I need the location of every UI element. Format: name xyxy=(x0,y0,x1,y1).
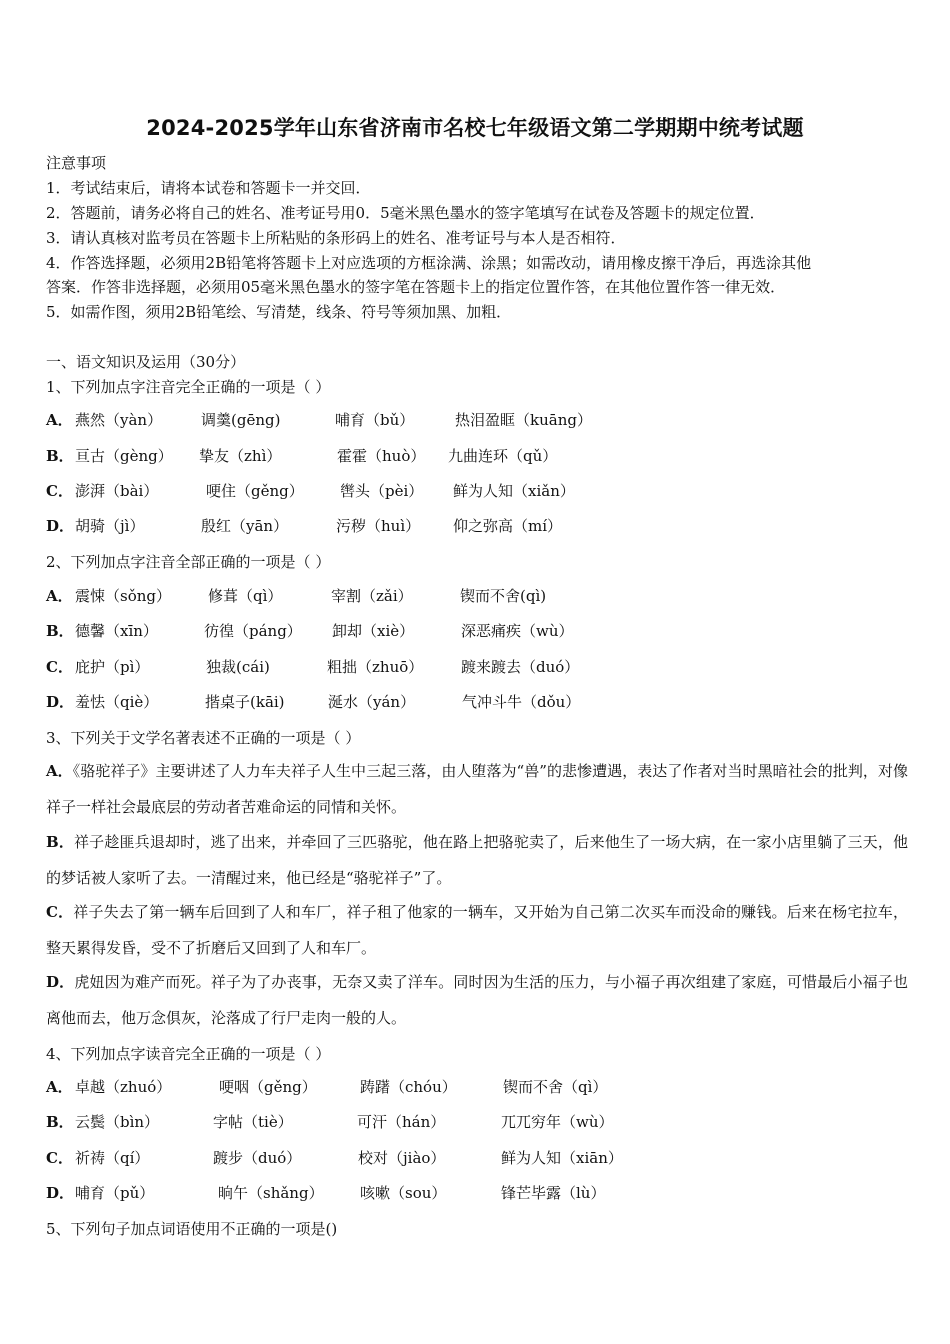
notice-item-4-line-1: 4．作答选择题，必须用2B铅笔将答题卡上对应选项的方框涂满、涂黑；如需改动，请用橡皮擦干净后，再选涂其他 xyxy=(46,254,812,272)
option-item: 深恶痛疾（wù） xyxy=(461,622,574,640)
option-letter: A． xyxy=(46,411,73,429)
option-item: 字帖（tiè） xyxy=(213,1113,293,1131)
option-item: 挚友（zhì） xyxy=(199,447,282,465)
section-heading: 一、语文知识及运用（30分） xyxy=(46,353,246,371)
option-item: 庇护（pì） xyxy=(75,658,150,676)
option-item: 校对（jiào） xyxy=(358,1149,446,1167)
q3-option-a xyxy=(46,753,908,825)
option-item: 锋芒毕露（lù） xyxy=(501,1184,606,1202)
question-3-stem: 3、下列关于文学名著表述不正确的一项是（ ） xyxy=(46,729,361,747)
option-letter: C． xyxy=(46,482,73,500)
option-item: 锲而不舍(qì) xyxy=(460,587,547,605)
notice-item-3: 3．请认真核对监考员在答题卡上所粘贴的条形码上的姓名、准考证号与本人是否相符． xyxy=(46,229,626,247)
option-item: 热泪盈眶（kuāng） xyxy=(455,411,592,429)
option-item: 澎湃（bài） xyxy=(75,482,159,500)
option-item: 鲜为人知（xiǎn） xyxy=(453,482,575,500)
question-4-stem: 4、下列加点字读音完全正确的一项是（ ） xyxy=(46,1045,331,1063)
q3-option-d xyxy=(46,964,908,1036)
option-item: 踱步（duó） xyxy=(213,1149,302,1167)
question-1-stem: 1、下列加点字注音完全正确的一项是（ ） xyxy=(46,378,331,396)
option-item: 卓越（zhuó） xyxy=(75,1078,172,1096)
option-item: 哽住（gěng） xyxy=(206,482,304,500)
option-item: 修葺（qì） xyxy=(208,587,283,605)
option-letter: D． xyxy=(46,973,75,991)
option-item: 辔头（pèi） xyxy=(340,482,424,500)
q3-option-c xyxy=(46,894,908,966)
option-letter: D． xyxy=(46,1184,75,1202)
page-title: 2024-2025学年山东省济南市名校七年级语文第二学期期中统考试题 xyxy=(146,116,804,140)
option-item: 调羹(gēng) xyxy=(201,411,281,429)
option-letter: A． xyxy=(46,762,73,780)
option-letter: B． xyxy=(46,622,74,640)
option-item: 霍霍（huò） xyxy=(337,447,426,465)
option-item: 羞怯（qiè） xyxy=(75,693,159,711)
option-letter: C． xyxy=(46,903,74,921)
notice-heading: 注意事项 xyxy=(46,154,107,172)
option-item: 鲜为人知（xiān） xyxy=(501,1149,623,1167)
option-item: 踌躇（chóu） xyxy=(360,1078,457,1096)
notice-item-4-line-2: 答案．作答非选择题，必须用05毫米黑色墨水的签字笔在答题卡上的指定位置作答，在其他位置作答一律无效． xyxy=(46,278,786,296)
option-item: 揩桌子(kāi) xyxy=(205,693,285,711)
question-5-stem: 5、下列句子加点词语使用不正确的一项是() xyxy=(46,1220,338,1238)
option-item: 燕然（yàn） xyxy=(75,411,163,429)
notice-item-2: 2．答题前，请务必将自己的姓名、准考证号用0．5毫米黑色墨水的签字笔填写在试卷及答题卡的规定位置． xyxy=(46,204,765,222)
option-item: 咳嗽（sou） xyxy=(360,1184,447,1202)
option-item: 哽咽（gěng） xyxy=(219,1078,317,1096)
option-item: 晌午（shǎng） xyxy=(218,1184,324,1202)
option-text: 虎妞因为难产而死。祥子为了办丧事，无奈又卖了洋车。同时因为生活的压力，与小福子再次组建了家庭，可惜最后小福子也离他而去，他万念俱灰，沦落成了行尸走肉一般的人。 xyxy=(46,973,908,1027)
option-item: 胡骑（jì） xyxy=(75,517,145,535)
notice-item-1: 1．考试结束后，请将本试卷和答题卡一并交回． xyxy=(46,179,371,197)
option-item: 宰割（zǎi） xyxy=(331,587,413,605)
option-item: 殷红（yān） xyxy=(201,517,289,535)
option-letter: C． xyxy=(46,658,73,676)
option-item: 锲而不舍（qì） xyxy=(503,1078,608,1096)
option-item: 亘古（gèng） xyxy=(75,447,173,465)
option-item: 可汗（hán） xyxy=(357,1113,446,1131)
option-item: 卸却（xiè） xyxy=(332,622,415,640)
option-item: 粗拙（zhuō） xyxy=(327,658,424,676)
option-item: 独裁(cái) xyxy=(206,658,270,676)
option-item: 震悚（sǒng） xyxy=(75,587,171,605)
option-item: 九曲连环（qǔ） xyxy=(448,447,558,465)
option-item: 彷徨（páng） xyxy=(204,622,302,640)
option-text: 祥子趁匪兵退却时，逃了出来，并牵回了三匹骆驼，他在路上把骆驼卖了，后来他生了一场大病，在一家小店里躺了三天，他的梦话被人家听了去。一清醒过来，他已经是“骆驼祥子”了。 xyxy=(46,833,908,887)
option-letter: B． xyxy=(46,833,75,851)
option-item: 踱来踱去（duó） xyxy=(461,658,580,676)
option-item: 污秽（huì） xyxy=(336,517,421,535)
option-item: 气冲斗牛（dǒu） xyxy=(462,693,581,711)
option-letter: A． xyxy=(46,1078,73,1096)
option-item: 德馨（xīn） xyxy=(75,622,158,640)
option-item: 云鬓（bìn） xyxy=(75,1113,160,1131)
option-item: 仰之弥高（mí） xyxy=(453,517,563,535)
option-letter: C． xyxy=(46,1149,73,1167)
option-letter: B． xyxy=(46,447,74,465)
notice-item-5: 5．如需作图，须用2B铅笔绘、写清楚，线条、符号等须加黑、加粗． xyxy=(46,303,512,321)
option-letter: B． xyxy=(46,1113,74,1131)
option-item: 兀兀穷年（wù） xyxy=(501,1113,614,1131)
option-text: 祥子失去了第一辆车后回到了人和车厂，祥子租了他家的一辆车，又开始为自己第二次买车而没命的赚钱。后来在杨宅拉车，整天累得发昏，受不了折磨后又回到了人和车厂。 xyxy=(46,903,908,957)
option-letter: D． xyxy=(46,693,75,711)
option-item: 祈祷（qí） xyxy=(75,1149,150,1167)
option-item: 哺育（bǔ） xyxy=(335,411,415,429)
option-text: 《骆驼祥子》主要讲述了人力车夫祥子人生中三起三落，由人堕落为“兽”的悲惨遭遇，表达了作者对当时黑暗社会的批判，对像祥子一样社会最底层的劳动者苦难命运的同情和关怀。 xyxy=(46,762,909,816)
option-item: 涎水（yán） xyxy=(328,693,416,711)
option-item: 哺育（pǔ） xyxy=(75,1184,155,1202)
option-letter: D． xyxy=(46,517,75,535)
q3-option-b xyxy=(46,824,908,896)
option-letter: A． xyxy=(46,587,73,605)
question-2-stem: 2、下列加点字注音全部正确的一项是（ ） xyxy=(46,553,331,571)
